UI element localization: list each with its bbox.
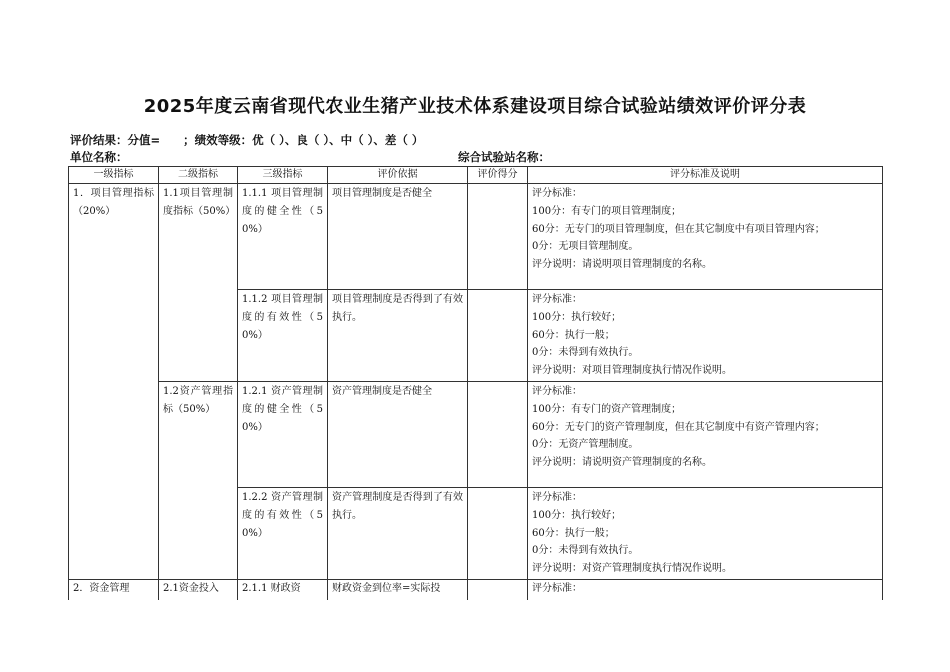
standard-line: 60分：执行一般； [532,329,615,341]
standard-line: 评分说明：请说明项目管理制度的名称。 [532,259,712,271]
level2-cell: 1.2资产管理指标（50%） [159,381,238,579]
unit-name-label: 单位名称： [70,150,128,164]
standard-line: 100分：有专门的资产管理制度； [532,403,682,415]
standard-line: 100分：有专门的项目管理制度； [532,205,682,217]
standard-line: 100分：执行较好； [532,311,622,323]
standard-line: 评分说明：对项目管理制度执行情况作说明。 [532,365,732,377]
standard-line: 0分：无资产管理制度。 [532,439,639,451]
level3-cell: 1.1.2 项目管理制度的有效性（50%） [238,290,328,382]
table-row [69,381,883,487]
scoring-table [68,166,883,600]
level3-cell: 1.1.1 项目管理制度的健全性（50%） [238,184,328,290]
standard-cell [528,184,883,290]
table-row [69,184,883,290]
standard-cell [528,290,883,382]
header-level1: 一级指标 [69,167,159,184]
standard-cell [528,579,883,600]
standard-line: 评分说明：对资产管理制度执行情况作说明。 [532,563,732,575]
level3-cell: 2.1.1 财政资 [238,579,328,600]
standard-line: 0分：未得到有效执行。 [532,347,639,359]
header-level3: 三级指标 [238,167,328,184]
standard-cell [528,381,883,487]
level2-cell: 2.1资金投入 [159,579,238,600]
standard-line: 评分说明：请说明资产管理制度的名称。 [532,457,712,469]
level3-cell: 1.2.2 资产管理制度的有效性（50%） [238,487,328,579]
score-cell[interactable] [468,184,528,290]
basis-cell: 资产管理制度是否得到了有效执行。 [328,487,468,579]
header-standard: 评分标准及说明 [528,167,883,184]
header-level2: 二级指标 [159,167,238,184]
standard-line: 100分：执行较好； [532,509,622,521]
level1-cell: 2．资金管理 [69,579,159,600]
header-score: 评价得分 [468,167,528,184]
standard-cell [528,487,883,579]
basis-cell: 项目管理制度是否健全 [328,184,468,290]
basis-cell: 资产管理制度是否健全 [328,381,468,487]
standard-line: 60分：执行一般； [532,527,615,539]
header-basis: 评价依据 [328,167,468,184]
level1-cell: 1．项目管理指标（20%） [69,184,159,580]
score-cell[interactable] [468,290,528,382]
basis-cell: 项目管理制度是否得到了有效执行。 [328,290,468,382]
standard-line: 评分标准： [532,491,582,503]
basis-cell: 财政资金到位率=实际投 [328,579,468,600]
standard-line: 0分：无项目管理制度。 [532,241,639,253]
standard-line: 60分：无专门的项目管理制度，但在其它制度中有项目管理内容； [532,223,825,235]
standard-line: 评分标准： [532,294,582,305]
page-title: 2025年度云南省现代农业生猪产业技术体系建设项目综合试验站绩效评价评分表 [143,96,807,117]
level2-cell: 1.1项目管理制度指标（50%） [159,184,238,382]
standard-line: 0分：未得到有效执行。 [532,545,639,557]
standard-line: 评分标准： [532,582,582,594]
station-name-label: 综合试验站名称： [458,150,550,164]
table-header-row [69,167,883,184]
standard-line: 评分标准： [532,188,582,199]
score-cell[interactable] [468,487,528,579]
score-cell[interactable] [468,579,528,600]
score-cell[interactable] [468,381,528,487]
level3-cell: 1.2.1 资产管理制度的健全性（50%） [238,381,328,487]
standard-line: 60分：无专门的资产管理制度，但在其它制度中有资产管理内容； [532,421,825,433]
standard-line: 评分标准： [532,385,582,397]
evaluation-result-line: 评价结果：分值= ；绩效等级：优（ ）、良（ ）、中（ ）、差（ ） [70,133,424,147]
table-row [69,579,883,600]
